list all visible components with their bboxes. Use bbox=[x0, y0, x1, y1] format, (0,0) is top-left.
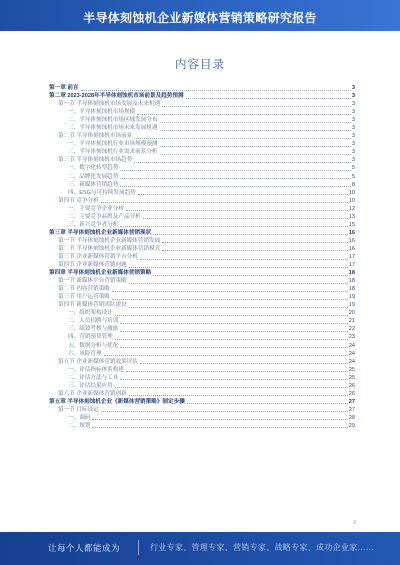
toc-leader-dots bbox=[160, 126, 351, 131]
toc-entry-page: 18 bbox=[348, 286, 355, 293]
toc-leader-dots bbox=[126, 367, 348, 372]
toc-leader-dots bbox=[153, 271, 348, 276]
toc-entry-page: 19 bbox=[348, 294, 355, 301]
toc-entry-page: 27 bbox=[348, 398, 355, 405]
toc-entry-label: 第三节 企业新媒体营销平台分析 bbox=[58, 254, 138, 260]
toc-entry-page: 10 bbox=[348, 189, 355, 196]
toc-entry-page: 16 bbox=[348, 229, 355, 236]
toc-entry-page: 25 bbox=[348, 374, 355, 381]
toc-entry-page: 27 bbox=[348, 406, 355, 413]
toc-entry[interactable] bbox=[49, 293, 355, 301]
toc-leader-dots bbox=[92, 415, 347, 420]
toc-entry-label: 三、新媒体营销趋势 bbox=[68, 181, 119, 188]
toc-entry-label: 第五章 半导体刻蚀机企业《新媒体营销策略》制定步骤 bbox=[49, 398, 185, 405]
toc-entry-page: 13 bbox=[348, 213, 355, 220]
toc-entry-page: 24 bbox=[348, 358, 355, 365]
toc-leader-dots bbox=[143, 214, 348, 219]
toc-entry[interactable] bbox=[49, 309, 355, 317]
toc-entry-label: 二、评估方法与工具 bbox=[68, 374, 119, 381]
toc-entry-label: 一、半导体刻蚀机行业市场规模预测 bbox=[68, 141, 158, 148]
toc-entry-label: 第四节 新媒体营销团队建设 bbox=[58, 302, 127, 309]
toc-entry-label: 第二节 半导体刻蚀机市场前景 bbox=[58, 133, 133, 140]
toc-entry-page: 10 bbox=[348, 197, 355, 204]
toc-entry[interactable] bbox=[49, 374, 355, 382]
toc-entry[interactable] bbox=[49, 277, 355, 285]
toc-entry-label: 五、数据分析与优化 bbox=[68, 342, 119, 349]
toc-leader-dots bbox=[104, 351, 348, 356]
toc-entry-label: 第三章 半导体刻蚀机企业新媒体营销现状 bbox=[49, 229, 152, 236]
toc-entry-page: 3 bbox=[351, 149, 355, 156]
toc-entry-page: 19 bbox=[348, 302, 355, 309]
toc-entry-page: 3 bbox=[351, 157, 355, 164]
toc-entry[interactable] bbox=[49, 213, 355, 221]
toc-entry-page: 3 bbox=[351, 125, 355, 132]
toc-entry-label: 第一节 目标设定 bbox=[58, 406, 99, 413]
table-of-contents bbox=[49, 84, 355, 430]
toc-leader-dots bbox=[126, 206, 348, 211]
toc-leader-dots bbox=[129, 303, 348, 308]
toc-entry[interactable] bbox=[49, 229, 355, 237]
toc-leader-dots bbox=[92, 423, 347, 428]
toc-entry-label: 二、人员招聘与培训 bbox=[68, 318, 119, 325]
toc-leader-dots bbox=[129, 391, 348, 396]
toc-leader-dots bbox=[134, 134, 351, 139]
toc-entry[interactable] bbox=[49, 253, 355, 261]
toc-entry-page: 24 bbox=[348, 350, 355, 357]
toc-leader-dots bbox=[101, 407, 348, 412]
toc-entry[interactable] bbox=[49, 269, 355, 277]
toc-leader-dots bbox=[140, 359, 348, 364]
toc-entry-page: 26 bbox=[348, 382, 355, 389]
toc-leader-dots bbox=[162, 102, 351, 107]
toc-entry-page: 3 bbox=[351, 141, 355, 148]
toc-entry[interactable] bbox=[49, 301, 355, 309]
toc-leader-dots bbox=[160, 118, 351, 123]
toc-entry[interactable] bbox=[49, 108, 355, 116]
toc-entry-label: 四、营销预算管理 bbox=[68, 334, 113, 341]
toc-entry-page: 22 bbox=[348, 326, 355, 333]
toc-leader-dots bbox=[120, 375, 347, 380]
toc-entry-page: 12 bbox=[348, 205, 355, 212]
toc-entry-page: 24 bbox=[348, 342, 355, 349]
toc-entry[interactable] bbox=[49, 422, 355, 430]
toc-entry[interactable] bbox=[49, 164, 355, 172]
toc-entry-label: 一、数字化转型趋势 bbox=[68, 165, 119, 172]
toc-entry-page: 5 bbox=[351, 165, 355, 172]
toc-entry-page: 3 bbox=[351, 101, 355, 108]
footer-tagline: 行业专家、管理专家、营销专家、战略专家、成功企业家…… bbox=[150, 543, 375, 552]
toc-entry-label: 六、风险管理 bbox=[68, 350, 102, 357]
toc-entry[interactable] bbox=[49, 358, 355, 366]
toc-entry-label: 一、组织架构设计 bbox=[68, 310, 113, 317]
toc-entry-page: 3 bbox=[351, 93, 355, 100]
toc-entry-label: 第一节 新媒体平台营销策略 bbox=[58, 278, 127, 285]
toc-entry[interactable] bbox=[49, 333, 355, 341]
toc-entry[interactable] bbox=[49, 116, 355, 124]
toc-entry-page: 5 bbox=[351, 173, 355, 180]
toc-entry-page: 3 bbox=[351, 85, 355, 92]
footer-banner bbox=[0, 532, 400, 565]
toc-entry[interactable] bbox=[49, 181, 355, 189]
toc-entry-label: 四、ESG与可持续发展趋势 bbox=[68, 189, 136, 196]
toc-leader-dots bbox=[187, 399, 348, 404]
toc-entry-label: 第二章 2023-2028年半导体刻蚀机市场前景及趋势预测 bbox=[49, 93, 184, 100]
toc-entry-label: 一、主要竞争企业分析 bbox=[68, 205, 124, 212]
toc-leader-dots bbox=[101, 198, 348, 203]
toc-leader-dots bbox=[120, 343, 347, 348]
toc-entry[interactable] bbox=[49, 317, 355, 325]
page-number: 2 bbox=[353, 520, 356, 526]
toc-entry[interactable] bbox=[49, 261, 355, 269]
toc-leader-dots bbox=[120, 182, 351, 187]
toc-entry-page: 17 bbox=[348, 262, 355, 269]
toc-leader-dots bbox=[120, 319, 347, 324]
toc-entry-label: 二、规划 bbox=[68, 422, 91, 429]
toc-entry-label: 第三节 用户运营策略 bbox=[58, 294, 110, 301]
toc-entry[interactable] bbox=[49, 221, 355, 229]
toc-leader-dots bbox=[120, 174, 351, 179]
toc-entry[interactable] bbox=[49, 148, 355, 156]
toc-leader-dots bbox=[81, 86, 351, 91]
toc-entry-label: 一、半导体刻蚀机市场规模 bbox=[68, 109, 136, 116]
toc-leader-dots bbox=[138, 190, 348, 195]
toc-leader-dots bbox=[120, 166, 351, 171]
toc-entry-label: 第四节 企业新媒体营销问题 bbox=[58, 262, 127, 269]
toc-entry-label: 二、半导体刻蚀机市场区域发展分布 bbox=[68, 117, 158, 124]
toc-leader-dots bbox=[160, 150, 351, 155]
toc-leader-dots bbox=[129, 279, 348, 284]
toc-entry[interactable] bbox=[49, 132, 355, 140]
toc-entry-page: 17 bbox=[348, 254, 355, 260]
toc-entry-label: 第三节 半导体刻蚀机市场趋势 bbox=[58, 157, 133, 164]
toc-entry-page: 16 bbox=[348, 237, 355, 244]
toc-entry[interactable] bbox=[49, 245, 355, 253]
toc-entry[interactable] bbox=[49, 382, 355, 390]
toc-heading: 内容目录 bbox=[175, 59, 225, 71]
toc-entry[interactable] bbox=[49, 390, 355, 398]
toc-entry-label: 第一章 前言 bbox=[49, 85, 79, 92]
toc-entry-label: 第五节 企业新媒体营销效果评估 bbox=[58, 358, 138, 365]
toc-entry[interactable] bbox=[49, 124, 355, 132]
toc-leader-dots bbox=[115, 311, 348, 316]
toc-entry[interactable] bbox=[49, 398, 355, 406]
toc-entry[interactable] bbox=[49, 156, 355, 164]
toc-entry-page: 20 bbox=[348, 310, 355, 317]
toc-leader-dots bbox=[129, 263, 348, 268]
toc-entry[interactable] bbox=[49, 366, 355, 374]
toc-entry-page: 8 bbox=[351, 181, 355, 188]
toc-leader-dots bbox=[140, 255, 348, 260]
toc-entry-page: 3 bbox=[351, 109, 355, 116]
toc-entry-page: 16 bbox=[348, 245, 355, 252]
toc-leader-dots bbox=[134, 158, 351, 163]
toc-leader-dots bbox=[120, 222, 347, 227]
toc-entry-label: 一、调研 bbox=[68, 414, 91, 421]
toc-entry-label: 二、主要竞争品牌及产品分析 bbox=[68, 213, 141, 220]
toc-entry-label: 三、半导体刻蚀机市场未来发展机遇 bbox=[68, 125, 158, 132]
toc-entry-page: 3 bbox=[351, 117, 355, 124]
toc-entry-label: 第四章 半导体刻蚀机企业新媒体营销策略 bbox=[49, 270, 152, 277]
footer-divider bbox=[138, 540, 139, 555]
toc-entry[interactable] bbox=[49, 406, 355, 414]
toc-entry[interactable] bbox=[49, 205, 355, 213]
toc-entry-label: 第二节 半导体刻蚀机企业新媒体营销模式 bbox=[58, 245, 161, 252]
toc-entry-page: 25 bbox=[348, 366, 355, 373]
toc-entry-page: 18 bbox=[348, 270, 355, 277]
toc-entry[interactable] bbox=[49, 92, 355, 100]
header-banner bbox=[0, 0, 400, 31]
toc-leader-dots bbox=[162, 246, 348, 251]
toc-leader-dots bbox=[115, 335, 348, 340]
toc-entry[interactable] bbox=[49, 237, 355, 245]
toc-entry[interactable] bbox=[49, 414, 355, 422]
toc-leader-dots bbox=[162, 238, 348, 243]
toc-entry[interactable] bbox=[49, 100, 355, 108]
toc-leader-dots bbox=[160, 142, 351, 147]
toc-entry-label: 三、新兴竞争者分析 bbox=[68, 221, 119, 228]
toc-leader-dots bbox=[186, 94, 351, 99]
toc-entry-label: 三、绩效考核与激励 bbox=[68, 326, 119, 333]
toc-entry-page: 21 bbox=[348, 318, 355, 325]
toc-entry[interactable] bbox=[49, 189, 355, 197]
toc-leader-dots bbox=[137, 110, 351, 115]
footer-slogan: 让每个人都能成为 bbox=[48, 543, 121, 553]
toc-entry-label: 一、评估指标体系构建 bbox=[68, 366, 124, 373]
toc-entry-label: 二、半导体刻蚀机行业需求前景分析 bbox=[68, 149, 158, 156]
toc-entry-page: 28 bbox=[348, 414, 355, 421]
toc-entry[interactable] bbox=[49, 84, 355, 92]
toc-entry[interactable] bbox=[49, 342, 355, 350]
toc-entry-label: 第二节 内容营销策略 bbox=[58, 286, 110, 293]
toc-entry[interactable] bbox=[49, 285, 355, 293]
toc-entry-label: 二、品牌化发展趋势 bbox=[68, 173, 119, 180]
report-title: 半导体刻蚀机企业新媒体营销策略研究报告 bbox=[83, 11, 317, 25]
toc-entry-page: 29 bbox=[348, 422, 355, 429]
toc-entry-page: 23 bbox=[348, 334, 355, 341]
toc-entry-label: 第四节 竞争分析 bbox=[58, 197, 99, 204]
toc-entry[interactable] bbox=[49, 140, 355, 148]
toc-entry[interactable] bbox=[49, 350, 355, 358]
toc-leader-dots bbox=[115, 383, 348, 388]
toc-leader-dots bbox=[120, 327, 347, 332]
toc-leader-dots bbox=[153, 230, 348, 235]
toc-entry-page: 18 bbox=[348, 278, 355, 285]
toc-entry[interactable] bbox=[49, 325, 355, 333]
toc-entry-label: 第六节 企业新媒体营销创新 bbox=[58, 390, 127, 397]
toc-entry-label: 第一节 半导体刻蚀机市场发展及未来机遇 bbox=[58, 101, 161, 108]
toc-leader-dots bbox=[112, 287, 348, 292]
toc-leader-dots bbox=[112, 295, 348, 300]
toc-entry[interactable] bbox=[49, 173, 355, 181]
toc-entry-page: 15 bbox=[348, 221, 355, 228]
toc-entry-page: 3 bbox=[351, 133, 355, 140]
toc-entry-label: 第一节 半导体刻蚀机企业新媒体营销发展 bbox=[58, 237, 161, 244]
toc-entry-label: 三、评估结果应用 bbox=[68, 382, 113, 389]
toc-entry[interactable] bbox=[49, 197, 355, 205]
toc-entry-page: 26 bbox=[348, 390, 355, 397]
